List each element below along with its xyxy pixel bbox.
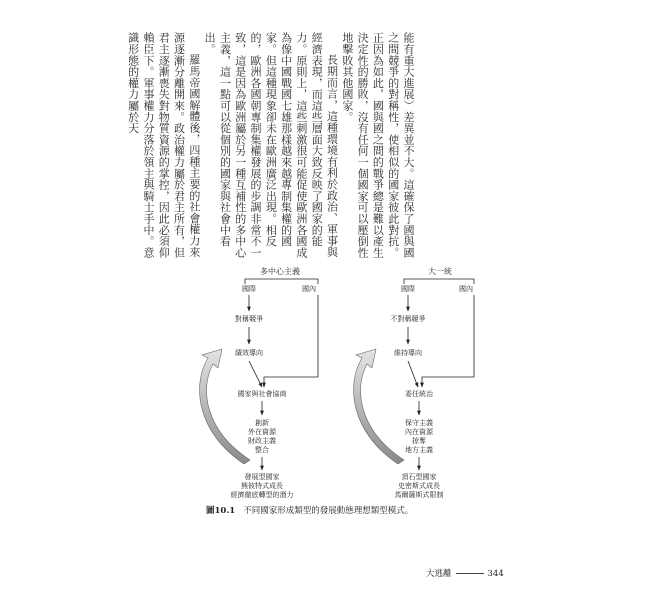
- left-node-2: 績效導向: [235, 349, 263, 357]
- right-title: 大一統: [428, 267, 452, 276]
- domestic-arrow: [264, 295, 318, 387]
- right-list1-item: 掠奪: [412, 437, 426, 445]
- right-international: 國際: [401, 285, 415, 293]
- right-list1-item: 內在資源: [405, 428, 433, 436]
- left-bracket: [245, 279, 318, 284]
- right-node-1: 不對稱競爭: [390, 315, 426, 323]
- left-list2-item: 經濟徹底轉型的潛力: [230, 491, 294, 499]
- figure-label: 圖10.1: [206, 506, 236, 516]
- left-node-3: 國家與社會協商: [237, 390, 287, 398]
- left-domestic: 國內: [302, 285, 316, 293]
- left-list1-item: 外在資源: [248, 428, 276, 436]
- left-list1-item: 財政主義: [248, 437, 276, 445]
- arrow: [408, 361, 418, 387]
- figure-caption-text: 不同國家形成類型的發展動態理想類型模式。: [243, 506, 414, 516]
- page-footer: [426, 567, 504, 579]
- right-list1-item: 保守主義: [405, 419, 433, 427]
- left-list1-item: 創新: [255, 419, 269, 427]
- paragraph: 羅馬帝國解體後，四種主要的社會權力來源逐漸分離開來。政治權力屬於君主所有，但君主逐漸喪失對物質資源的掌控，因此必須仰賴臣下。軍事權力分落於領主與騎士手中。意識形態的權力屬於天: [126, 32, 201, 258]
- domestic-arrow: [422, 295, 474, 387]
- paragraph: 長期而言，這種環境有利於政治、軍事與經濟表現，而這些層面大致反映了國家的能力。原則上，這些刺激很可能促使歐洲各國成為像中國戰國七雄那樣越來越專制集權的國家。但這種現象卻未在歐洲廣泛出現。相反的，歐洲各國朝專制集權發展的步調非常不一致，這是因為歐洲屬於另一種互補性的多中心主義，這一點可以從個別的國家與社會中看出。: [203, 32, 339, 258]
- right-list2-item: 頂石型國家: [401, 473, 437, 481]
- figure-caption: [206, 504, 413, 516]
- left-list1-item: 整合: [255, 446, 269, 454]
- right-domestic: 國內: [459, 285, 473, 293]
- feedback-arrow-icon: [200, 349, 250, 464]
- left-diagram: [200, 266, 318, 499]
- left-list2-item: 發展型國家: [244, 473, 280, 481]
- left-list2-item: 熊彼特式成長: [241, 482, 283, 490]
- right-node-2: 維持導向: [394, 349, 422, 357]
- left-international: 國際: [242, 285, 256, 293]
- running-title: 大逃離: [426, 569, 452, 579]
- right-bracket: [404, 279, 474, 284]
- page-number: 344: [487, 569, 504, 579]
- paragraph: 能有重大進展）差異並不大。這確保了國與國之間競爭的對稱性，使相似的國家彼此對抗。正因為如此，國與國之間的戰爭總是難以產生決定性的勝敗，沒有任何一個國家可以壓倒性地擊敗其他國家。: [340, 32, 415, 258]
- footer-rule: [456, 573, 484, 574]
- right-diagram: [354, 266, 474, 499]
- right-list2-item: 馬爾薩斯式限制: [394, 491, 444, 499]
- right-list1-item: 地方主義: [405, 446, 433, 454]
- left-node-1: 對稱競爭: [235, 315, 263, 323]
- right-list2-item: 史密斯式成長: [398, 482, 440, 490]
- arrow: [249, 361, 262, 387]
- right-node-3: 委任統治: [405, 390, 433, 398]
- left-title: 多中心主義: [260, 267, 300, 276]
- feedback-arrow-icon: [354, 349, 404, 464]
